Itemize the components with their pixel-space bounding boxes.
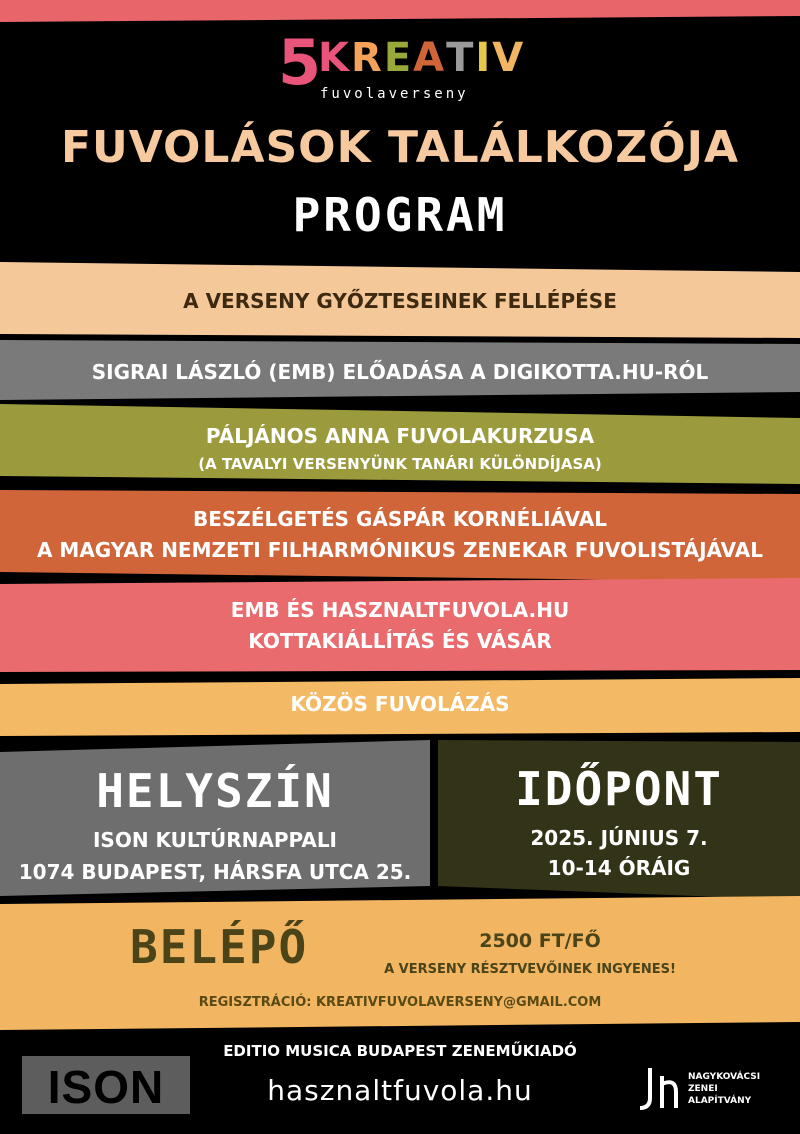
logo-letter-r: R bbox=[351, 35, 384, 81]
foundation-logo-icon bbox=[636, 1062, 686, 1114]
item-gaspar-line2: A MAGYAR NEMZETI FILHARMÓNIKUS ZENEKAR FUVOLISTÁJÁVAL bbox=[36, 538, 764, 562]
logo-letter-k: K bbox=[318, 35, 351, 81]
entry-price: 2500 FT/FŐ bbox=[479, 930, 601, 952]
time-line1: 2025. JÚNIUS 7. bbox=[530, 826, 708, 850]
location-line2: 1074 BUDAPEST, HÁRSFA UTCA 25. bbox=[18, 860, 412, 884]
logo-letter-a: A bbox=[413, 35, 447, 81]
item-paljanos-line1: PÁLJÁNOS ANNA FUVOLAKURZUSA bbox=[205, 424, 595, 448]
item-gaspar-line1: BESZÉLGETÉS GÁSPÁR KORNÉLIÁVAL bbox=[193, 507, 607, 531]
sponsor-hasznaltfuvola: hasznaltfuvola.hu bbox=[267, 1074, 533, 1107]
item-emb-line1: EMB ÉS HASZNALTFUVOLA.HU bbox=[230, 598, 570, 622]
logo-letter-v: V bbox=[492, 35, 526, 81]
entry-registration: REGISZTRÁCIÓ: KREATIVFUVOLAVERSENY@GMAIL.COM bbox=[198, 995, 602, 1010]
logo-letter-t: T bbox=[446, 35, 476, 81]
sponsor-foundation bbox=[636, 1062, 786, 1114]
item-common: KÖZÖS FUVOLÁZÁS bbox=[290, 692, 510, 716]
entry-note: A VERSENY RÉSZTVEVŐINEK INGYENES! bbox=[384, 962, 676, 977]
location-line1: ISON KULTÚRNAPPALI bbox=[92, 828, 337, 852]
foundation-line2: ZENEI bbox=[688, 1084, 718, 1094]
logo-letter-i: I bbox=[475, 35, 493, 81]
sponsor-emb: EDITIO MUSICA BUDAPEST ZENEMŰKIADÓ bbox=[223, 1042, 577, 1060]
band-emb bbox=[0, 578, 800, 672]
logo-letter-e: E bbox=[383, 35, 414, 81]
item-paljanos-line2: (A TAVALYI VERSENYÜNK TANÁRI KÜLÖNDÍJASA) bbox=[198, 455, 602, 473]
time-line2: 10-14 ÓRÁIG bbox=[547, 856, 691, 880]
foundation-line1: NAGYKOVÁCSI bbox=[688, 1072, 761, 1082]
ison-text: ISON bbox=[47, 1061, 165, 1113]
item-sigrai: SIGRAI LÁSZLÓ (EMB) ELŐADÁSA A DIGIKOTTA.HU-RÓL bbox=[91, 360, 709, 384]
item-winners: A VERSENY GYŐZTESEINEK FELLÉPÉSE bbox=[183, 289, 617, 313]
band-gaspar bbox=[0, 490, 800, 582]
location-heading: HELYSZÍN bbox=[96, 764, 334, 818]
event-title: FUVOLÁSOK TALÁLKOZÓJA bbox=[60, 122, 740, 173]
logo-number: 5 bbox=[278, 26, 322, 99]
program-heading: PROGRAM bbox=[292, 188, 508, 242]
logo-subtitle: fuvolaverseny bbox=[320, 86, 469, 102]
entry-heading: BELÉPŐ bbox=[130, 920, 309, 974]
foundation-line3: ALAPÍTVÁNY bbox=[688, 1096, 752, 1106]
item-emb-line2: KOTTAKIÁLLÍTÁS ÉS VÁSÁR bbox=[248, 629, 552, 653]
time-heading: IDŐPONT bbox=[515, 762, 723, 816]
